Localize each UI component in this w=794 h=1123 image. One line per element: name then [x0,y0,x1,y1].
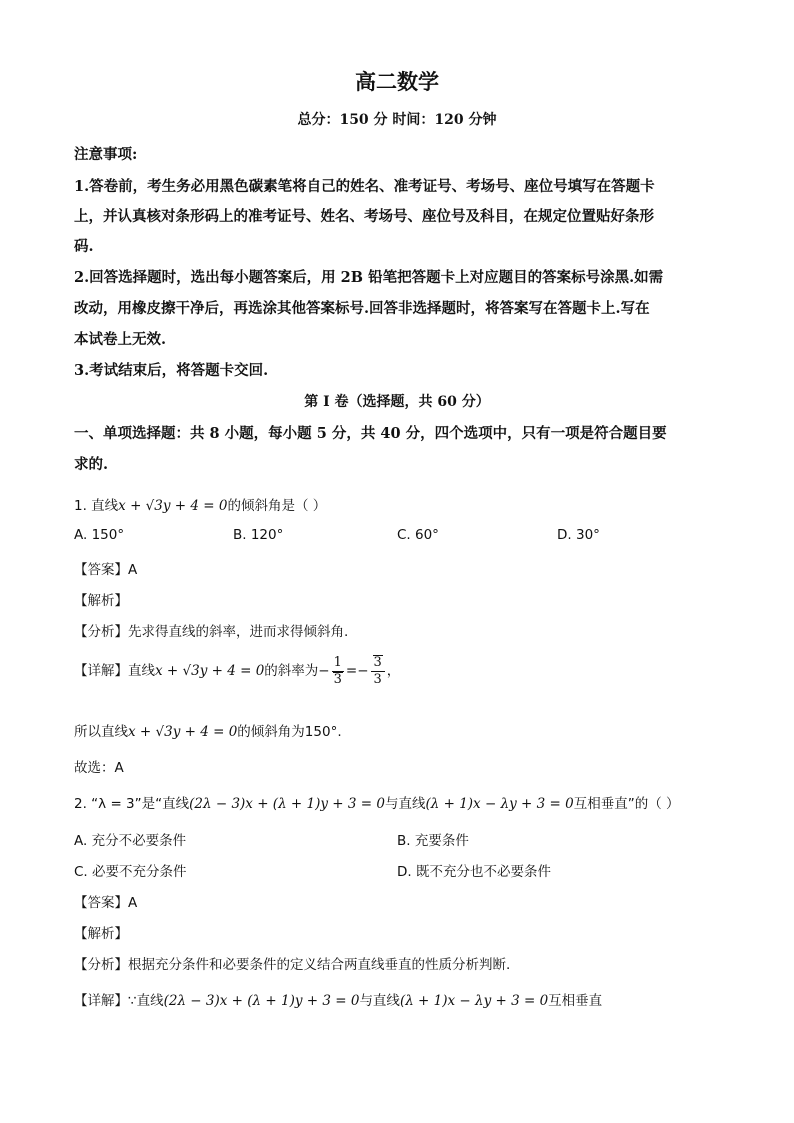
note-1-line-2: 上，并认真核对条形码上的准考证号、姓名、考场号、座位号及科目，在规定位置贴好条形 [74,208,654,225]
q1-answer: 【答案】A [74,562,138,578]
part-heading-line-2: 求的. [74,456,109,473]
note-2-line-3: 本试卷上无效. [74,331,167,348]
q2-option-d: D. 既不充分也不必要条件 [397,864,551,880]
q1-option-d: D. 30° [557,527,600,543]
q1-equation: x + √3y + 4 = 0 [118,498,228,514]
q2-option-a: A. 充分不必要条件 [74,833,187,849]
q1-option-b: B. 120° [233,527,284,543]
volume-heading: 第 I 卷（选择题，共 60 分） [304,394,490,410]
q1-option-a: A. 150° [74,527,125,543]
q1-option-c: C. 60° [397,527,439,543]
q1-so-suffix: 的倾斜角为150°. [237,724,342,740]
q2-mid: 与直线 [384,796,426,812]
question-1-stem [74,494,326,514]
q2-detail-equation-1: (2λ − 3)x + (λ + 1)y + 3 = 0 [163,993,360,1009]
q2-analysis-tag: 【解析】 [74,926,128,942]
note-3: 3.考试结束后，将答题卡交回. [74,362,269,379]
q1-suffix: 的倾斜角是（ ） [227,498,327,514]
note-1-line-1: 1.答卷前，考生务必用黑色碳素笔将自己的姓名、准考证号、考场号、座位号填写在答题卡 [74,178,655,195]
q1-slope-expression: − $\frac{1}{3}$ =− $\frac{3}{3}$ ， [318,655,401,687]
q1-detail-mid: 的斜率为 [264,663,319,679]
q2-prefix: 2. “λ = 3”是“直线 [74,796,190,812]
q1-detail [74,655,400,688]
q1-so-prefix: 所以直线 [74,724,128,740]
q2-detail-prefix: 【详解】∵直线 [74,993,164,1009]
q1-conclusion [74,720,342,740]
note-2-line-1: 2.回答选择题时，选出每小题答案后，用 2B 铅笔把答题卡上对应题目的答案标号涂黑.如需 [74,269,664,286]
exam-info: 总分：150 分 时间：120 分钟 [297,112,497,128]
q1-prefix: 1. 直线 [74,498,119,514]
q2-equation-1: (2λ − 3)x + (λ + 1)y + 3 = 0 [189,796,385,812]
q2-detail [74,989,602,1009]
q1-analysis-tag: 【解析】 [74,593,128,609]
q1-detail-equation: x + √3y + 4 = 0 [155,663,265,679]
q2-answer: 【答案】A [74,895,138,911]
q2-option-c: C. 必要不充分条件 [74,864,187,880]
q1-choice: 故选：A [74,760,124,776]
question-2-stem [74,792,680,812]
q1-detail-prefix: 【详解】直线 [74,663,155,679]
page-title: 高二数学 [355,69,439,94]
q1-conclusion-equation: x + √3y + 4 = 0 [128,724,238,740]
q2-detail-suffix: 互相垂直 [548,993,603,1009]
notes-heading: 注意事项: [74,146,138,163]
q1-fenxi: 【分析】先求得直线的斜率，进而求得倾斜角. [74,624,349,640]
part-heading-line-1: 一、单项选择题：共 8 小题，每小题 5 分，共 40 分，四个选项中，只有一项是符合题目要 [74,425,667,442]
note-1-line-3: 码. [74,238,94,255]
note-2-line-2: 改动，用橡皮擦干净后，再选涂其他答案标号.回答非选择题时，将答案写在答题卡上.写在 [74,300,650,317]
q2-suffix: 互相垂直”的（ ） [573,796,680,812]
q2-detail-mid: 与直线 [359,993,400,1009]
q2-option-b: B. 充要条件 [397,833,469,849]
q2-detail-equation-2: (λ + 1)x − λy + 3 = 0 [399,993,549,1009]
q2-fenxi: 【分析】根据充分条件和必要条件的定义结合两直线垂直的性质分析判断. [74,957,511,973]
q2-equation-2: (λ + 1)x − λy + 3 = 0 [425,796,574,812]
